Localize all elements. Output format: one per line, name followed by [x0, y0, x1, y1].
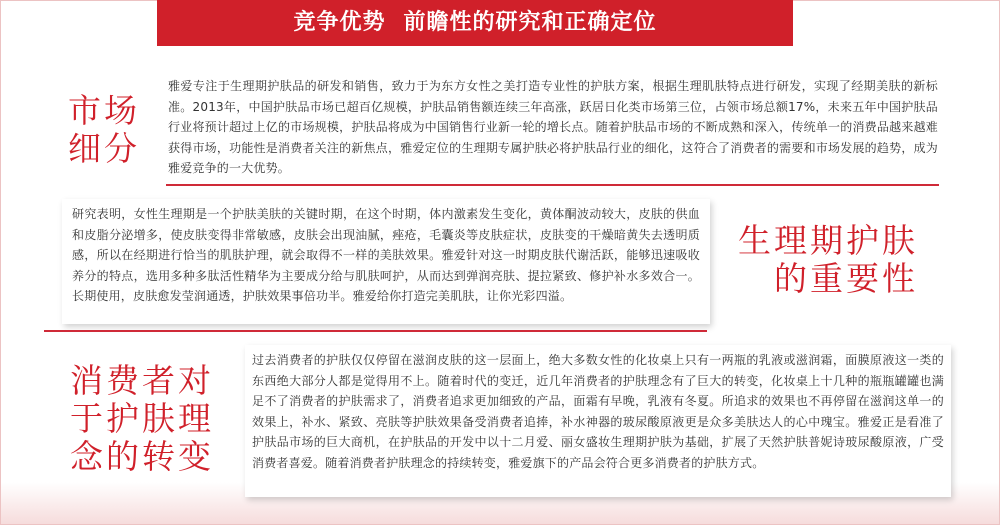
heading-line: 市场 [68, 91, 140, 130]
heading-line: 生理期护肤 [738, 221, 918, 260]
banner-left-title: 竞争优势 [293, 10, 386, 35]
heading-line: 的重要性 [774, 259, 918, 298]
market-segment-text: 雅爱专注于生理期护肤品的研发和销售，致力于为东方女性之美打造专业性的护肤方案，根据生理肌肤特点进行研发，实现了经期美肤的新标准。2013年，中国护肤品市场已超百亿规模，护肤品销售额连续三年高涨，跃居日化类市场第三位，占领市场总额17%，未来五年中国护肤品行业将预计超过上亿的市场规模，护肤品将成为中国销售行业新一轮的增长点。随着护肤品市场的不断成熟和深入，传统单一的消费品越来越难获得市场，功能性是消费者关注的新焦点，雅爱定位的生理期专属护肤必将护肤品行业的细化，这符合了消费者的需要和市场发展的趋势，成为雅爱竞争的一大优势。 [168, 79, 938, 175]
banner-right-title: 前瞻性的研究和正确定位 [403, 10, 657, 35]
heading-line: 于护肤理 [70, 399, 214, 438]
section-banner [157, 0, 793, 46]
importance-text: 研究表明，女性生理期是一个护肤美肤的关键时期，在这个时期，体内激素发生变化，黄体酮波动较大，皮肤的供血和皮脂分泌增多，使皮肤变得非常敏感，皮肤会出现油腻，痤疮，毛囊炎等皮肤症状，皮肤变的干燥暗黄失去透明质感，所以在经期进行恰当的肌肤护理，就会取得不一样的美肤效果。雅爱针对这一时期皮肤代谢活跃，能够迅速吸收养分的特点，选用多种多肽活性精华为主要成分给与肌肤呵护，从而达到弹润亮肤、提拉紧致、修护补水多效合一。长期使用，皮肤愈发莹润通透，护肤效果事倍功半。雅爱给你打造完美肌肤，让你光彩四溢。 [72, 207, 700, 303]
market-segment-heading [68, 92, 140, 168]
concept-change-heading [70, 362, 214, 476]
concept-change-text: 过去消费者的护肤仅仅停留在滋润皮肤的这一层面上，绝大多数女性的化妆桌上只有一两瓶的乳液或滋润霜，面膜原液这一类的东西绝大部分人都是觉得用不上。随着时代的变迁，近几年消费者的护肤理念有了巨大的转变，化妆桌上十几种的瓶瓶罐罐也满足不了消费者的护肤需求了，消费者追求更加细致的产品，面霜有早晚，乳液有冬夏。所追求的效果也不再停留在滋润这单一的效果上，补水、紧致、亮肤等护肤效果备受消费者追捧，补水神器的玻尿酸原液更是众多美肤达人的心中瑰宝。雅爱正是看准了护肤品市场的巨大商机，在护肤品的开发中以十二月爱、丽女盛妆生理期护肤为基础，扩展了天然护肤普妮诗玻尿酸原液，广受消费者喜爱。随着消费者护肤理念的持续转变，雅爱旗下的产品会符合更多消费者的护肤方式。 [252, 353, 944, 470]
heading-line: 消费者对 [70, 361, 214, 400]
section-divider [166, 184, 939, 186]
section-divider [44, 330, 707, 332]
heading-line: 念的转变 [70, 437, 214, 476]
heading-line: 细分 [68, 129, 140, 168]
importance-heading [738, 222, 918, 298]
